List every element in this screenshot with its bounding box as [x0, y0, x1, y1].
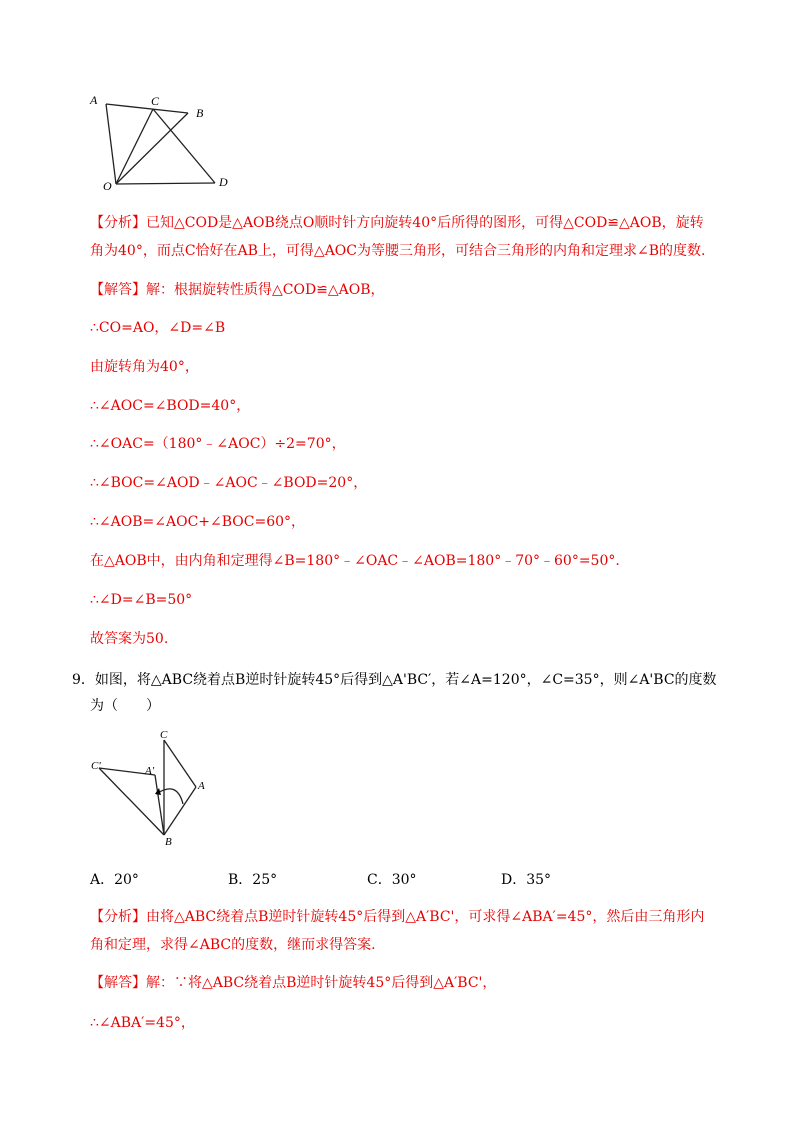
analysis-text: 由将△ABC绕着点B逆时针旋转45°后得到△A′BC'，可求得∠ABA′=45°，然后由三角形内: [146, 909, 705, 925]
segment-cd: [153, 109, 215, 183]
analysis-tag: 【分析】: [90, 909, 146, 925]
label-c-prime: C': [91, 760, 101, 772]
label-a-prime: A': [145, 765, 155, 777]
answer-8-step-4: ∴∠OAC=（180°﹣∠AOC）÷2=70°，: [90, 436, 346, 452]
label-a: A: [90, 93, 98, 107]
segment-od: [116, 183, 215, 184]
segment-ab: [106, 104, 188, 113]
answer-8-step-0: [90, 280, 385, 300]
answer-9-step-0: [90, 973, 496, 993]
label-d: D: [219, 175, 228, 189]
segment-ab: [164, 787, 196, 835]
analysis-text: 已知△COD是△AOB绕点O顺时针方向旋转40°后所得的图形，可得△COD≌△AOB，旋转: [146, 215, 704, 231]
choice-c[interactable]: C．30°: [367, 872, 417, 888]
figure-triangle-rotation-2: [85, 728, 220, 850]
choice-a[interactable]: A．20°: [90, 872, 139, 888]
segment-ob: [116, 113, 188, 184]
label-c: C: [160, 729, 168, 741]
label-b: B: [196, 106, 204, 120]
segment-cp-b: [99, 768, 164, 835]
choice-d[interactable]: D．35°: [501, 872, 552, 888]
answer-8-step-2: 由旋转角为40°，: [90, 359, 199, 375]
label-c: C: [151, 94, 160, 108]
choice-b[interactable]: B．25°: [228, 872, 278, 888]
answer-8-step-3: ∴∠AOC=∠BOD=40°，: [90, 398, 251, 414]
answer-text: 解：∵将△ABC绕着点B逆时针旋转45°后得到△A′BC'，: [146, 975, 497, 991]
answer-8-step-5: ∴∠BOC=∠AOD﹣∠AOC﹣∠BOD=20°，: [90, 475, 368, 491]
answer-tag: 【解答】: [90, 975, 146, 991]
label-b: B: [165, 836, 172, 848]
answer-8-step-8: ∴∠D=∠B=50°: [90, 592, 193, 608]
figure-triangle-rotation-1: [85, 92, 245, 194]
answer-text: 解：根据旋转性质得△COD≌△AOB，: [146, 282, 385, 298]
segment-oc: [116, 109, 153, 184]
segment-ca: [164, 740, 196, 787]
answer-8-step-6: ∴∠AOB=∠AOC+∠BOC=60°，: [90, 514, 306, 530]
segment-oa: [106, 104, 116, 184]
label-o: O: [103, 179, 112, 193]
answer-9-step-1: ∴∠ABA′=45°，: [90, 1015, 195, 1031]
label-a: A: [198, 780, 205, 792]
analysis-9-line2: 角和定理，求得∠ABC的度数，继而求得答案.: [90, 937, 376, 953]
question-9-line2: 为（ ）: [90, 698, 160, 714]
angle-arc: [156, 789, 183, 804]
answer-8-step-7: 在△AOB中，由内角和定理得∠B=180°﹣∠OAC﹣∠AOB=180°﹣70°﹣60°=50°.: [90, 553, 620, 569]
analysis-tag: 【分析】: [90, 215, 146, 231]
answer-8-step-9: 故答案为50.: [90, 631, 169, 647]
segment-ap-b: [155, 775, 164, 835]
answer-8-step-1: ∴CO=AO，∠D=∠B: [90, 320, 226, 336]
analysis-8-line1: [90, 213, 704, 233]
analysis-8-line2: 角为40°，而点C恰好在AB上，可得△AOC为等腰三角形，可结合三角形的内角和定理求∠B的度数.: [90, 243, 706, 259]
analysis-9-line1: [90, 907, 704, 927]
question-9-line1: 9．如图，将△ABC绕着点B逆时针旋转45°后得到△A'BC′，若∠A=120°，∠C=35°，则∠A'BC的度数: [72, 672, 717, 688]
answer-tag: 【解答】: [90, 282, 146, 298]
